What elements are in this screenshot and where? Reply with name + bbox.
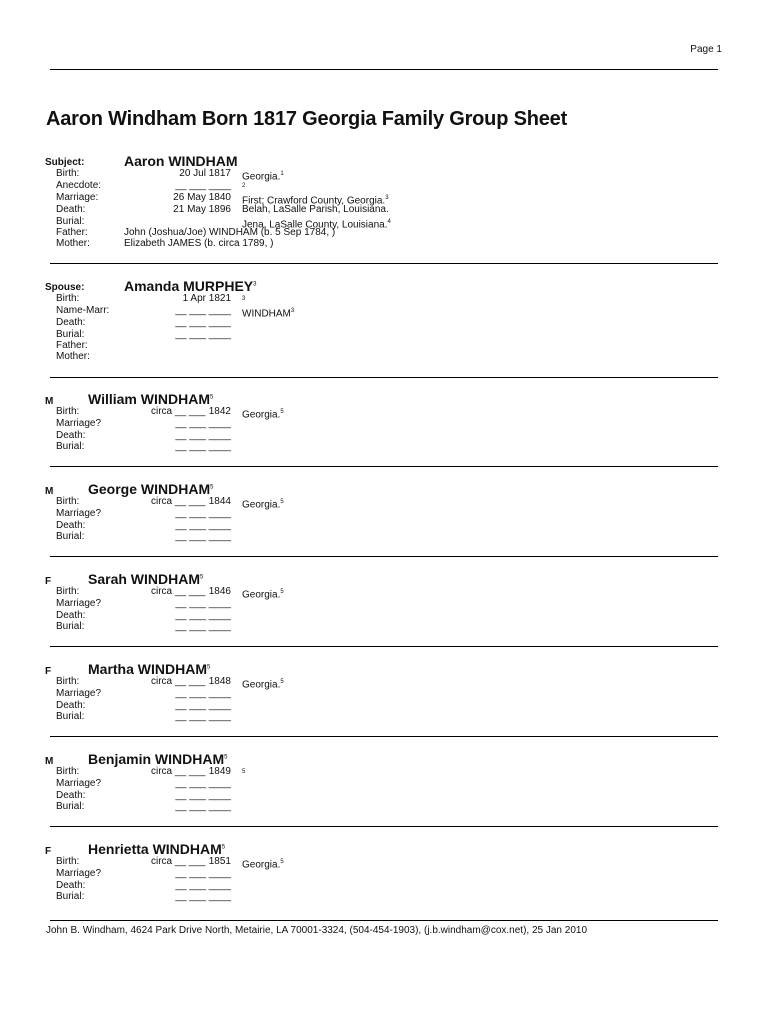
field-date: __ ___ ____ xyxy=(175,700,231,711)
child-birth-row xyxy=(0,766,768,778)
citation-sup: 3 xyxy=(290,308,295,314)
field-date: __ ___ ____ xyxy=(175,778,231,789)
field-date: 21 May 1896 xyxy=(173,204,231,215)
section-divider xyxy=(50,263,718,264)
field-date: 20 Jul 1817 xyxy=(179,168,231,179)
field-label: Marriage? xyxy=(56,508,102,519)
field-circa: circa __ ___ xyxy=(151,676,206,687)
field-date: __ ___ ____ xyxy=(175,598,231,609)
citation-sup: 5 xyxy=(280,859,284,865)
field-year: 1846 xyxy=(208,586,231,597)
citation-sup: 3 xyxy=(253,281,257,288)
field-date: __ ___ ____ xyxy=(175,688,231,699)
field-date: __ ___ ____ xyxy=(175,891,231,902)
field-label: Mother: xyxy=(56,238,90,249)
child-burial-row xyxy=(0,711,768,723)
citation-sup: 5 xyxy=(210,484,214,491)
field-label: Marriage? xyxy=(56,778,102,789)
child-sex: F xyxy=(45,666,52,677)
child-marriage-row xyxy=(0,868,768,880)
field-date: __ ___ ____ xyxy=(175,711,231,722)
citation-sup: 5 xyxy=(224,754,228,761)
field-place: Jena, LaSalle County, Louisiana.$^4$ xyxy=(242,219,391,231)
child-name: George WINDHAM$^5$ xyxy=(88,481,214,497)
field-date: 26 May 1840 xyxy=(173,192,231,203)
child-burial-row xyxy=(0,891,768,903)
child-name: Sarah WINDHAM$^5$ xyxy=(88,571,204,587)
child-birth-row xyxy=(0,856,768,871)
field-label: Death: xyxy=(56,204,86,215)
field-date: __ ___ ____ xyxy=(175,531,231,542)
child-marriage-row xyxy=(0,688,768,700)
child-birth-row xyxy=(0,676,768,691)
field-label: Marriage? xyxy=(56,868,102,879)
field-label: Birth: xyxy=(56,676,80,687)
spouse-mother-row xyxy=(0,351,768,363)
field-label: Marriage? xyxy=(56,598,102,609)
field-label: Marriage? xyxy=(56,688,102,699)
field-label: Birth: xyxy=(56,856,80,867)
child-birth-row xyxy=(0,586,768,601)
citation-sup: 5 xyxy=(280,499,284,505)
field-label: Death: xyxy=(56,700,86,711)
child-marriage-row xyxy=(0,598,768,610)
field-date: __ ___ ____ xyxy=(175,610,231,621)
field-label: Burial: xyxy=(56,801,85,812)
field-date: __ ___ ____ xyxy=(175,520,231,531)
section-divider xyxy=(50,466,718,467)
footer-contact: John B. Windham, 4624 Park Drive North, Metairie, LA 70001-3324, (504-454-1903), (j.b.windham@cox.net), 25 Jan 2010 xyxy=(46,925,588,936)
field-date: __ ___ ____ xyxy=(175,418,231,429)
mother-value: Elizabeth JAMES (b. circa 1789, ) xyxy=(124,238,274,249)
field-place: Georgia.$^1$ xyxy=(242,171,284,183)
child-marriage-row xyxy=(0,778,768,790)
citation-sup: 3 xyxy=(385,195,389,201)
page-number: Page 1 xyxy=(690,44,722,55)
field-place: WINDHAM$^3$ xyxy=(242,308,295,320)
field-label: Burial: xyxy=(56,216,85,227)
field-circa: circa __ ___ xyxy=(151,856,206,867)
spouse-name: Amanda MURPHEY$^3$ xyxy=(124,278,257,294)
citation-sup: 1 xyxy=(280,171,284,177)
page-title: Aaron Windham Born 1817 Georgia Family Group Sheet xyxy=(46,108,568,130)
field-label: Name-Marr: xyxy=(56,305,110,316)
field-label: Birth: xyxy=(56,496,80,507)
father-value: John (Joshua/Joe) WINDHAM (b. 5 Sep 1784, ) xyxy=(124,227,336,238)
field-label: Death: xyxy=(56,790,86,801)
field-year: 1842 xyxy=(208,406,231,417)
child-burial-row xyxy=(0,621,768,633)
field-label: Burial: xyxy=(56,531,85,542)
citation-sup: 5 xyxy=(221,844,226,851)
field-place: Georgia.$^5$ xyxy=(242,589,284,601)
field-circa: circa __ ___ xyxy=(151,766,206,777)
field-place: Belah, LaSalle Parish, Louisiana. xyxy=(242,204,389,215)
section-divider xyxy=(50,826,718,827)
field-year: 1851 xyxy=(208,856,231,867)
citation-sup: 5 xyxy=(280,409,284,415)
citation-sup: 5 xyxy=(207,664,211,671)
citation-sup: 3 xyxy=(242,296,246,302)
field-year: 1844 xyxy=(208,496,231,507)
child-burial-row xyxy=(0,441,768,453)
field-year: 1848 xyxy=(208,676,231,687)
field-label: Anecdote: xyxy=(56,180,102,191)
child-name: William WINDHAM$^5$ xyxy=(88,391,214,407)
field-label: Death: xyxy=(56,520,86,531)
field-date: __ ___ ____ xyxy=(175,880,231,891)
field-label: Birth: xyxy=(56,168,80,179)
field-label: Burial: xyxy=(56,891,85,902)
citation-sup: 5 xyxy=(242,769,246,775)
subject-death-row xyxy=(0,204,768,216)
field-circa: circa __ ___ xyxy=(151,586,206,597)
section-divider xyxy=(50,736,718,737)
field-label: Marriage: xyxy=(56,192,99,203)
field-date: __ ___ ____ xyxy=(175,430,231,441)
field-label: Birth: xyxy=(56,406,80,417)
field-label: Father: xyxy=(56,227,88,238)
field-date: __ ___ ____ xyxy=(175,508,231,519)
section-divider xyxy=(50,556,718,557)
child-burial-row xyxy=(0,531,768,543)
field-place: Georgia.$^5$ xyxy=(242,409,284,421)
child-sex: M xyxy=(45,756,54,767)
citation-sup: 2 xyxy=(242,183,246,189)
child-sex: F xyxy=(45,576,52,587)
citation-sup: 5 xyxy=(280,679,284,685)
footer-divider xyxy=(50,920,718,921)
field-label: Burial: xyxy=(56,711,85,722)
child-name: Benjamin WINDHAM$^5$ xyxy=(88,751,228,767)
field-label: Death: xyxy=(56,610,86,621)
field-label: Burial: xyxy=(56,329,85,340)
field-year: 1849 xyxy=(208,766,231,777)
field-date: __ ___ ____ xyxy=(175,329,231,340)
citation-sup: 5 xyxy=(280,589,284,595)
field-date: __ ___ ____ xyxy=(175,441,231,452)
field-date: __ ___ ____ xyxy=(175,621,231,632)
spouse-death-row xyxy=(0,317,768,329)
field-label: Burial: xyxy=(56,621,85,632)
field-place: Georgia.$^5$ xyxy=(242,859,284,871)
field-date: __ ___ ____ xyxy=(175,790,231,801)
spouse-namemarr-row xyxy=(0,305,768,320)
field-date: __ ___ ____ xyxy=(175,801,231,812)
field-label: Death: xyxy=(56,880,86,891)
field-label: Birth: xyxy=(56,766,80,777)
field-place: Georgia.$^5$ xyxy=(242,499,284,511)
child-sex: M xyxy=(45,396,54,407)
field-label: Marriage? xyxy=(56,418,102,429)
citation-sup: 4 xyxy=(387,219,391,225)
spouse-role-label: Spouse: xyxy=(45,282,85,293)
field-label: Mother: xyxy=(56,351,90,362)
section-divider xyxy=(50,377,718,378)
field-circa: circa __ ___ xyxy=(151,406,206,417)
subject-mother-row xyxy=(0,238,768,250)
field-place: First; Crawford County, Georgia.$^3$ xyxy=(242,195,389,207)
field-label: Birth: xyxy=(56,293,80,304)
field-place: Georgia.$^5$ xyxy=(242,679,284,691)
field-label: Birth: xyxy=(56,586,80,597)
citation-sup: 5 xyxy=(209,394,214,401)
field-circa: circa __ ___ xyxy=(151,496,206,507)
citation-sup: 5 xyxy=(200,574,204,581)
subject-anecdote-row xyxy=(0,180,768,192)
subject-marriage-row xyxy=(0,192,768,207)
subject-birth-row xyxy=(0,168,768,183)
header-divider xyxy=(50,69,718,70)
field-label: Father: xyxy=(56,340,88,351)
field-date: __ ___ ____ xyxy=(175,317,231,328)
field-date: __ ___ ____ xyxy=(175,868,231,879)
child-birth-row xyxy=(0,496,768,511)
section-divider xyxy=(50,646,718,647)
child-name: Henrietta WINDHAM$^5$ xyxy=(88,841,226,857)
field-label: Death: xyxy=(56,430,86,441)
subject-role-label: Subject: xyxy=(45,157,85,168)
field-date: 1 Apr 1821 xyxy=(182,293,231,304)
field-date: __ ___ ____ xyxy=(175,305,231,316)
field-date: __ ___ ____ xyxy=(175,180,231,191)
child-sex: F xyxy=(45,846,52,857)
child-burial-row xyxy=(0,801,768,813)
child-marriage-row xyxy=(0,508,768,520)
child-birth-row xyxy=(0,406,768,421)
child-sex: M xyxy=(45,486,54,497)
child-marriage-row xyxy=(0,418,768,430)
field-label: Burial: xyxy=(56,441,85,452)
subject-name: Aaron WINDHAM xyxy=(124,153,238,169)
field-label: Death: xyxy=(56,317,86,328)
child-name: Martha WINDHAM$^5$ xyxy=(88,661,211,677)
spouse-birth-row xyxy=(0,293,768,305)
